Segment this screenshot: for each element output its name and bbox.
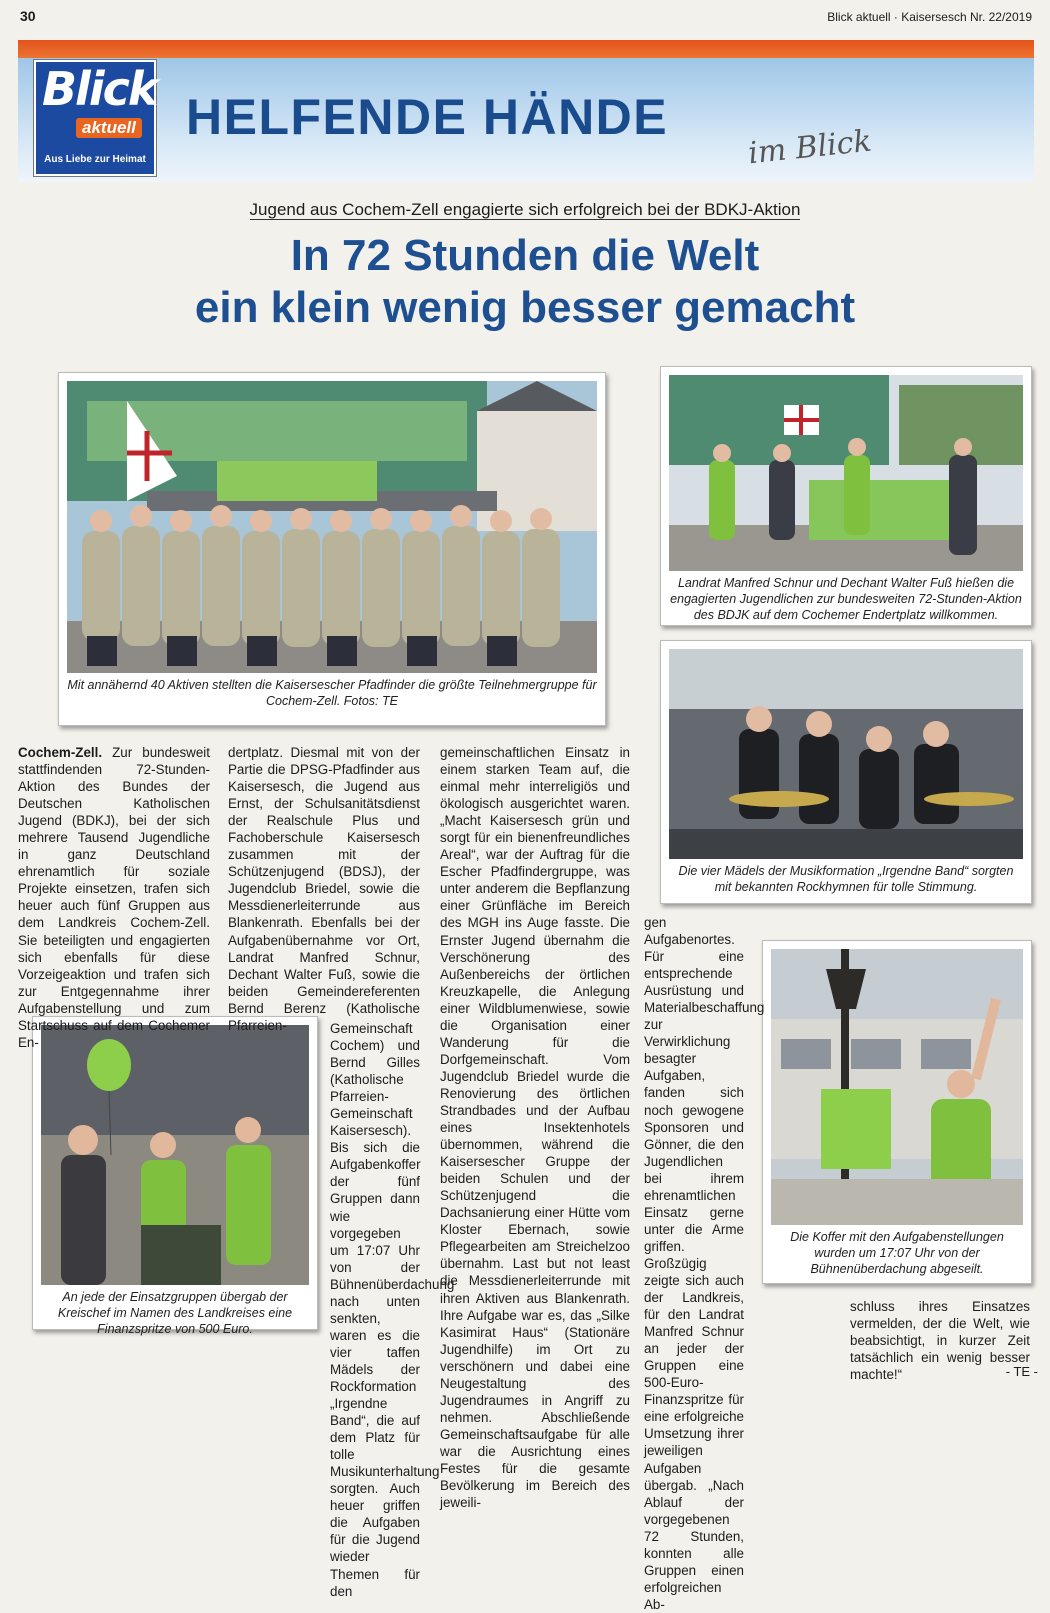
landrat-image [669,375,1023,571]
headline-line-1: In 72 Stunden die Welt [290,231,760,280]
article-column-2-top [228,744,420,1034]
dateline: Cochem-Zell. [18,745,103,760]
caption-landrat: Landrat Manfred Schnur und Dechant Walter Fuß hießen die engagierten Jugendlichen zur bundesweiten 72-Stunden-Aktion des BDJK auf dem Cochemer Endertplatz willkommen. [670,576,1022,622]
article-headline [0,230,1050,334]
author-signature: - TE - [1005,1364,1038,1379]
article-column-5 [850,1298,1030,1383]
case-image [771,949,1023,1225]
caption-case: Die Koffer mit den Aufgabenstellungen wurden um 17:07 Uhr von der Bühnenüberdachung abgeseilt. [790,1230,1004,1276]
logo-tagline: Aus Liebe zur Heimat [44,154,146,165]
article-column-4 [644,914,765,1613]
rubric-title: HELFENDE HÄNDE [186,89,669,145]
column-1-text: Zur bundesweit stattfindenden 72-Stunden-Aktion des Bundes der Deutschen Katholischen Jugend (BDKJ), bei der sich mehrere Tausend Jugendliche in ganz Deutschland ehrenamtlich für soziale Projekte einsetzen, trafen sich heuer auch fünf Gruppen aus dem Landkreis Cochem-Zell. Sie beteiligten und engagierten sich ebenfalls für diese Vorzeigeaktion und trafen sich zur Entgegennahme ihrer Aufgabenstellung und zum Startschuss auf dem Cochemer En- [18,745,210,1050]
caption-scout-group: Mit annähernd 40 Aktiven stellten die Kaisersescher Pfadfinder die größte Teilnehmergruppe für Cochem-Zell. Fotos: TE [67,678,597,708]
column-2-bottom-text: Gemeinschaft Cochem) und Bernd Gilles (Katholische Pfarreien-Gemeinschaft Kaisersesch). Bis sich die Aufgabenkoffer der fünf Gruppen dann wie vorgegeben um 17:07 Uhr von der Bühnenüberdachung nach unten senkten, waren es die vier taffen Mädels der Rockformation „Irgendne Band“, die auf dem Platz für tolle Musikunterhaltung sorgten. Auch heuer griffen die Aufgaben für die Jugend wieder Themen für den [330,1021,455,1599]
photo-landrat [660,366,1032,626]
scout-group-image [67,381,597,673]
caption-speech: An jede der Einsatzgruppen übergab der Kreischef im Namen des Landkreises eine Finanzspritze von 500 Euro. [57,1290,293,1336]
logo-sub: aktuell [76,118,142,138]
speech-image [41,1025,309,1285]
photo-case [762,940,1032,1284]
photo-scout-group [58,372,606,726]
page-number: 30 [20,8,36,24]
column-3-text: gemeinschaftlichen Einsatz in einem starken Team auf, die einmal mehr interreligiös und ökologisch ausgerichtet waren. „Macht Kaisersesch grün und sorgt für ein bienenfreundliches Areal“, war der Auftrag für die Escher Pfadfindergruppe, was unter anderem die Bepflanzung einer Grünfläche im Bereich des MGH ins Auge fasste. Die Ernster Jugend übernahm die Verschönerung des Außenbereichs der örtlichen Kreuzkapelle, die Anlegung einer Wildblumenwiese, sowie die Organisation einer Wanderung für die Dorfgemeinschaft. Vom Jugendclub Briedel wurde die Renovierung des örtlichen Strandbades und der Aufbau eines Insektenhotels übernommen, während die Kaisersescher Gruppe der beiden Schulen und der Schützenjugend die Dachsanierung einer Hütte vom Kloster Ebernach, sowie Pflegearbeiten am Streichelzoo übernahm. Last but not least die Messdienerleiterrunde mit ihren Aktiven aus Blankenrath. Ihre Aufgabe war es, das „Silke Kasimirat Haus“ (Stationäre Jugendhilfe) im Ort zu verschönern und dabei eine Neugestaltung des Jugendraumes in Angriff zu nehmen. Abschließende Gemeinschaftsaufgabe für alle war die Ausrichtung eines Festes für die gesamte Bevölkerung im Bereich des jeweili- [440,745,630,1511]
band-image [669,649,1023,859]
column-2-top-text: dertplatz. Diesmal mit von der Partie die DPSG-Pfadfinder aus Kaisersesch, die Jugend aus Ernst, der Schulsanitätsdienst der Realschule Plus und Fachoberschule Kaisersesch zusammen mit der Schützenjugend (BDSJ), der Jugendclub Briedel, sowie die Messdienerleiterrunde aus Blankenrath. Ebenfalls bei der Aufgabenübernahme vor Ort, Landrat Manfred Schnur, Dechant Walter Fuß, sowie die beiden Gemeindereferenten Bernd Berenz (Katholische Pfarreien- [228,745,420,1033]
blick-aktuell-logo [34,60,156,176]
article-kicker: Jugend aus Cochem-Zell engagierte sich erfolgreich bei der BDKJ-Aktion [249,200,801,219]
article-column-2-bottom [330,1020,455,1600]
running-head: Blick aktuell · Kaisersesch Nr. 22/2019 [827,10,1032,24]
headline-line-2: ein klein wenig besser gemacht [194,283,856,332]
logo-word: Blick [42,62,157,116]
article-column-1 [18,744,210,1051]
photo-band [660,640,1032,904]
rubric-suffix: im Blick [746,123,874,172]
column-5-text: schluss ihres Einsatzes vermelden, der die Welt, wie beabsichtigt, in kurzer Zeit tatsächlich ein wenig besser machte!“ [850,1299,1030,1383]
column-4-text: gen Aufgabenortes. Für eine entsprechende Ausrüstung und Materialbeschaffung zur Verwirklichung besagter Aufgaben, fanden sich noch gewogene Sponsoren und Gönner, die den Jugendlichen bei ihrem ehrenamtlichen Einsatz gerne unter die Arme griffen. Großzügig zeigte sich auch der Landkreis, für den Landrat Manfred Schnur an jeder der Gruppen eine 500-Euro-Finanzspritze für eine erfolgreiche Umsetzung ihrer jeweiligen Aufgaben übergab. „Nach Ablauf der vorgegebenen 72 Stunden, konnten alle Gruppen einen erfolgreichen Ab- [644,915,765,1612]
caption-band: Die vier Mädels der Musikformation „Irgendne Band“ sorgten mit bekannten Rockhymnen für tolle Stimmung. [678,864,1014,894]
photo-speech [32,1016,318,1336]
article-column-3 [440,744,630,1511]
